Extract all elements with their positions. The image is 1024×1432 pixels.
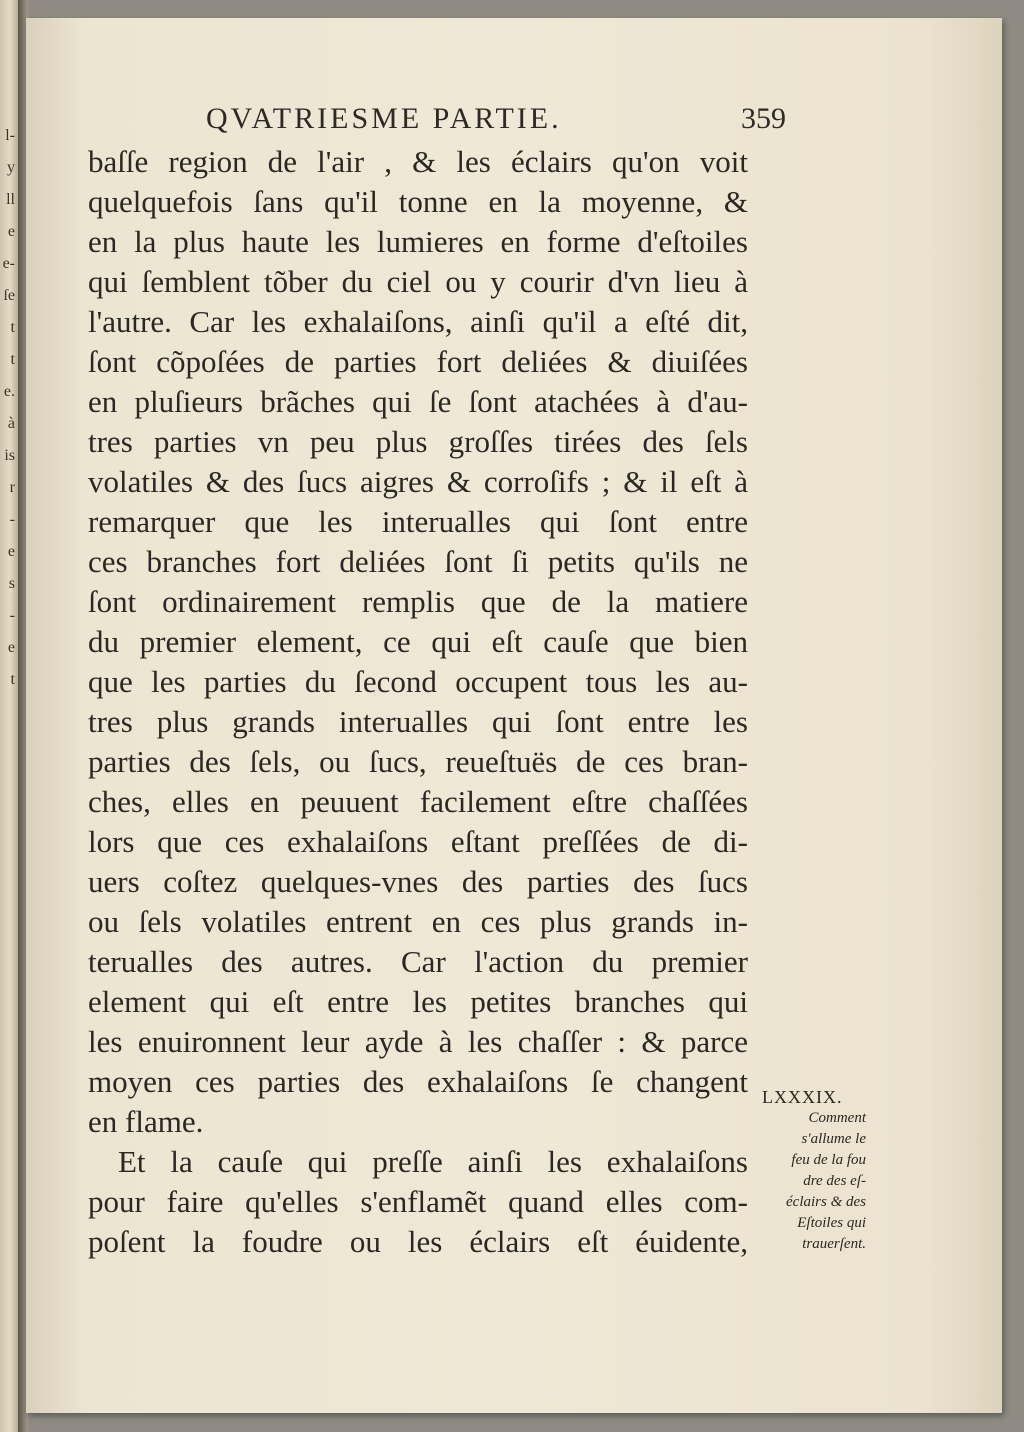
facing-page-text-fragments xyxy=(1,120,15,1080)
body-text xyxy=(88,142,748,1262)
edge-glyph: à xyxy=(7,415,15,432)
page-number: 359 xyxy=(741,102,786,135)
text-line: ſont ordinairement remplis que de la matiere xyxy=(88,584,748,619)
edge-glyph: l- xyxy=(5,127,15,144)
margin-note-line: éclairs & des xyxy=(786,1194,866,1210)
edge-glyph: t xyxy=(10,671,15,688)
text-line: terualles des autres. Car l'action du premier xyxy=(88,944,748,979)
text-line: du premier element, ce qui eſt cauſe que bien xyxy=(88,624,748,659)
text-line: baſſe region de l'air , & les éclairs qu'on voit xyxy=(88,144,748,179)
text-line: lors que ces exhalaiſons eſtant preſſées de di- xyxy=(88,824,748,859)
edge-glyph: e- xyxy=(2,255,15,272)
edge-glyph: - xyxy=(9,511,15,528)
paragraph-end-line: en flame. xyxy=(88,1104,204,1139)
margin-note-line: trauerſent. xyxy=(802,1236,866,1252)
edge-glyph: - xyxy=(9,607,15,624)
text-line: qui ſemblent tõber du ciel ou y courir d'vn lieu à xyxy=(88,264,748,299)
running-head xyxy=(126,102,786,142)
paragraph-start-line: Et la cauſe qui preſſe ainſi les exhalaiſons xyxy=(118,1144,748,1179)
text-line: en la plus haute les lumieres en forme d'eſtoiles xyxy=(88,224,748,259)
margin-note xyxy=(756,1086,866,1255)
text-line: les enuironnent leur ayde à les chaſſer : & parce xyxy=(88,1024,748,1059)
edge-glyph: e xyxy=(7,639,15,656)
edge-glyph: is xyxy=(4,447,15,464)
text-line: l'autre. Car les exhalaiſons, ainſi qu'il a eſté dit, xyxy=(88,304,748,339)
margin-note-number: LXXXIX. xyxy=(762,1087,843,1107)
text-line: moyen ces parties des exhalaiſons ſe changent xyxy=(88,1064,748,1099)
margin-note-line: Eſtoiles qui xyxy=(797,1215,866,1231)
edge-glyph: s xyxy=(8,575,15,592)
text-line: ou ſels volatiles entrent en ces plus grands in- xyxy=(88,904,748,939)
text-line: quelquefois ſans qu'il tonne en la moyenne, & xyxy=(88,184,748,219)
edge-glyph: r xyxy=(9,479,15,496)
text-line: en pluſieurs brãches qui ſe ſont atachées à d'au- xyxy=(88,384,748,419)
edge-glyph: t xyxy=(10,351,15,368)
text-line: pour faire qu'elles s'enflamẽt quand elles com- xyxy=(88,1184,748,1219)
text-line: volatiles & des ſucs aigres & corroſifs ; & il eſt à xyxy=(88,464,748,499)
running-head-title: QVATRIESME PARTIE. xyxy=(206,102,562,135)
margin-note-line: feu de la fou xyxy=(791,1152,866,1168)
text-line: uers coſtez quelques-vnes des parties des ſucs xyxy=(88,864,748,899)
book-page xyxy=(26,18,1002,1413)
facing-page-edge xyxy=(0,0,18,1432)
edge-glyph: y xyxy=(7,159,15,176)
text-line: ches, elles en peuuent facilement eſtre chaſſées xyxy=(88,784,748,819)
margin-note-line: dre des eſ- xyxy=(803,1173,866,1189)
margin-note-line: Comment xyxy=(808,1110,866,1126)
edge-glyph: t xyxy=(10,319,15,336)
edge-glyph: ll xyxy=(6,191,15,208)
text-line: poſent la foudre ou les éclairs eſt éuidente, xyxy=(88,1224,748,1259)
text-line: ſont cõpoſées de parties fort deliées & diuiſées xyxy=(88,344,748,379)
text-line: element qui eſt entre les petites branches qui xyxy=(88,984,748,1019)
text-line: tres plus grands interualles qui ſont entre les xyxy=(88,704,748,739)
text-line: que les parties du ſecond occupent tous les au- xyxy=(88,664,748,699)
edge-glyph: e. xyxy=(3,383,15,400)
text-line: tres parties vn peu plus groſſes tirées des ſels xyxy=(88,424,748,459)
text-line: ces branches fort deliées ſont ſi petits qu'ils ne xyxy=(88,544,748,579)
edge-glyph: e xyxy=(7,223,15,240)
text-line: remarquer que les interualles qui ſont entre xyxy=(88,504,748,539)
edge-glyph: e xyxy=(7,543,15,560)
edge-glyph: ſe xyxy=(3,287,15,304)
text-line: parties des ſels, ou ſucs, reueſtuës de ces bran- xyxy=(88,744,748,779)
margin-note-line: s'allume le xyxy=(801,1131,866,1147)
